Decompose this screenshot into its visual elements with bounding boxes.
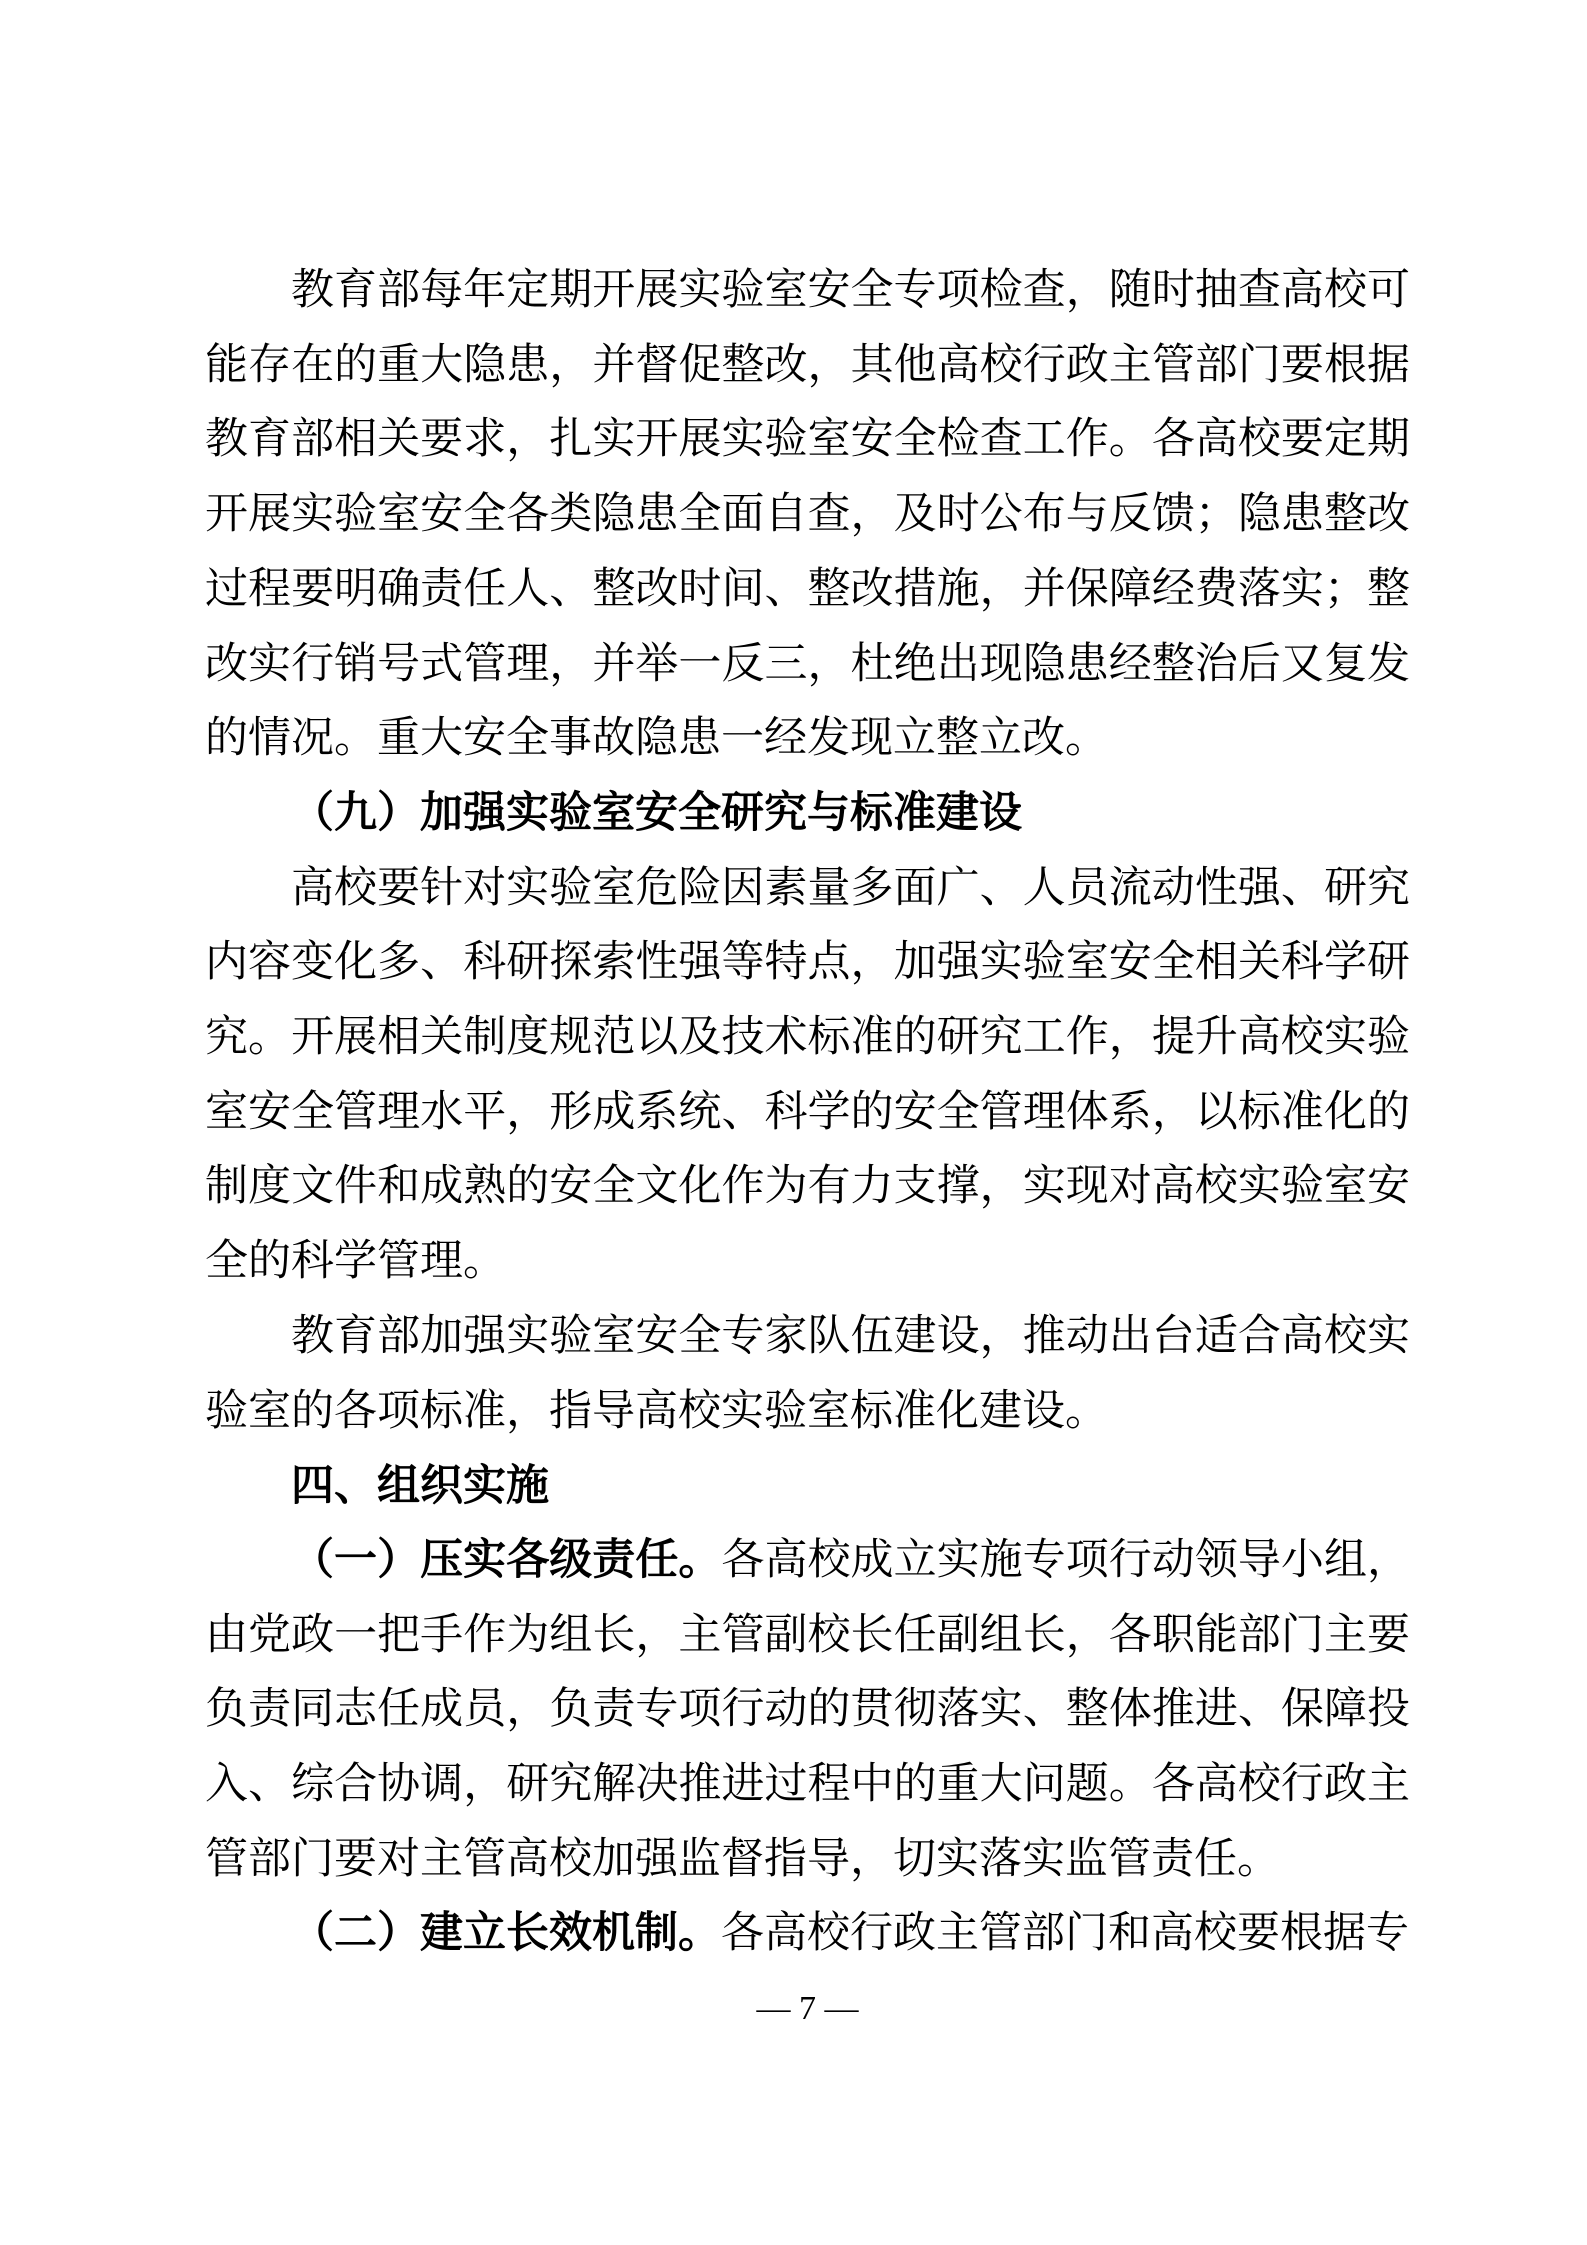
- paragraph-text: 各高校行政主管部门和高校要根据专: [721, 1910, 1409, 1958]
- paragraph-lead: （一）压实各级责任。: [291, 1536, 722, 1584]
- section-heading: 四、组织实施: [291, 1462, 549, 1511]
- page-number: — 7 —: [756, 1990, 859, 2027]
- paragraph: 教育部加强实验室安全专家队伍建设，推动出台适合高校实验室的各项标准，指导高校实验室标准化建设。: [205, 1312, 1410, 1435]
- paragraph: [205, 1897, 1410, 1972]
- paragraph: 教育部每年定期开展实验室安全专项检查，随时抽查高校可能存在的重大隐患，并督促整改，其他高校行政主管部门要根据教育部相关要求，扎实开展实验室安全检查工作。各高校要定期开展实验室安全各类隐患全面自查，及时公布与反馈；隐患整改过程要明确责任人、整改时间、整改措施，并保障经费落实；整改实行销号式管理，并举一反三，杜绝出现隐患经整治后又复发的情况。重大安全事故隐患一经发现立整立改。: [205, 267, 1410, 763]
- document-body: [205, 254, 1410, 1972]
- paragraph: 高校要针对实验室危险因素量多面广、人员流动性强、研究内容变化多、科研探索性强等特点，加强实验室安全相关科学研究。开展相关制度规范以及技术标准的研究工作，提升高校实验室安全管理水平，形成系统、科学的安全管理体系，以标准化的制度文件和成熟的安全文化作为有力支撑，实现对高校实验室安全的科学管理。: [205, 864, 1410, 1286]
- paragraph-text: 各高校成立实施专项行动领导小组，由党政一把手作为组长，主管副校长任副组长，各职能部门主要负责同志任成员，负责专项行动的贯彻落实、整体推进、保障投入、综合协调，研究解决推进过程中的重大问题。各高校行政主管部门要对主管高校加强监督指导，切实落实监管责任。: [205, 1536, 1411, 1883]
- section-heading: （九）加强实验室安全研究与标准建设: [291, 789, 1022, 837]
- paragraph-lead: （二）建立长效机制。: [291, 1910, 721, 1958]
- paragraph: [205, 1524, 1410, 1898]
